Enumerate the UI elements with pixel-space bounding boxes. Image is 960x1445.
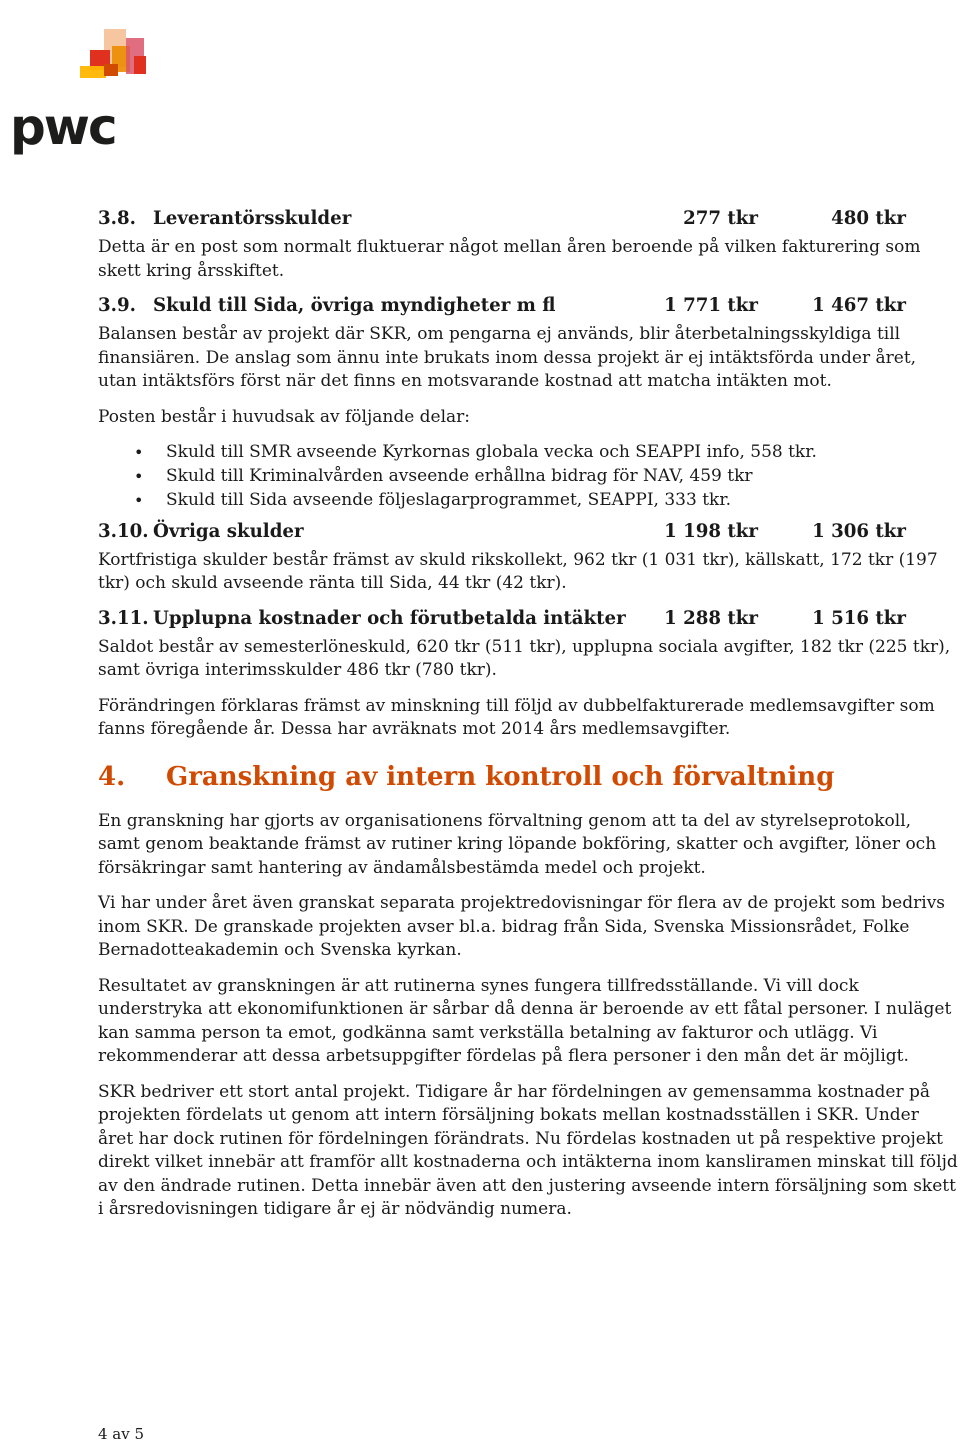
document-body <box>98 208 958 1234</box>
section-3-10-heading <box>98 521 958 549</box>
section-title: Övriga skulder <box>153 520 304 542</box>
section-3-9-heading <box>98 295 958 323</box>
chapter-4-heading <box>98 762 958 802</box>
paragraph: Förändringen förklaras främst av minskning till följd av dubbelfakturerade medlemsavgifter som fanns föregående år. Dessa har avräknats mot 2014 års medlemsavgifter. <box>98 695 935 739</box>
section-number: 3.8. <box>98 208 136 229</box>
paragraph: Kortfristiga skulder består främst av skuld rikskollekt, 962 tkr (1 031 tkr), källskatt, 172 tkr (197 tkr) och skuld avseende ränta till Sida, 44 tkr (42 tkr). <box>98 549 938 593</box>
section-title: Leverantörsskulder <box>153 208 352 229</box>
paragraph: Saldot består av semesterlöneskuld, 620 tkr (511 tkr), upplupna sociala avgifter, 182 tkr (225 tkr), samt övriga interimsskulder 486 tkr (780 tkr). <box>98 636 951 680</box>
value-previous-year: 480 tkr <box>831 208 906 229</box>
list-item: • Skuld till SMR avseende Kyrkornas globala vecka och SEAPPI info, 558 tkr. <box>98 441 958 465</box>
section-title: Skuld till Sida, övriga myndigheter m fl <box>153 295 556 316</box>
chapter-number: 4. <box>98 761 126 792</box>
paragraph: Detta är en post som normalt fluktuerar något mellan åren beroende på vilken fakturering som skett kring årsskiftet. <box>98 237 921 281</box>
section-number: 3.9. <box>98 295 136 316</box>
chapter-title: Granskning av intern kontroll och förvaltning <box>166 761 835 792</box>
value-previous-year: 1 306 tkr <box>812 520 906 542</box>
paragraph: Posten består i huvudsak av följande delar: <box>98 406 471 427</box>
paragraph: Resultatet av granskningen är att rutinerna synes fungera tillfredsställande. Vi vill dock understryka att ekonomifunktionen är sårbar då denna är beroende av ett fåtal personer. I nuläget kan samma person ta emot, godkänna samt verkställa betalning av fakturor och utlägg. Vi rekommenderar att dessa arbetsuppgifter fördelas på flera personer i den mån det är möjligt. <box>98 975 952 1066</box>
paragraph: Balansen består av projekt där SKR, om pengarna ej används, blir återbetalningsskyldiga till finansiären. De anslag som ännu inte brukats inom dessa projekt är ej intäktsförda under året, utan intäktsförs först när det finns en motsvarande kostnad att matcha intäkten mot. <box>98 324 917 391</box>
value-current-year: 1 288 tkr <box>664 607 758 629</box>
section-number: 3.10. <box>98 520 149 542</box>
section-title: Upplupna kostnader och förutbetalda intäkter <box>153 607 626 629</box>
pwc-wordmark: pwc <box>10 98 116 156</box>
value-current-year: 1 198 tkr <box>664 520 758 542</box>
paragraph: SKR bedriver ett stort antal projekt. Tidigare år har fördelningen av gemensamma kostnader på projekten fördelats ut genom att intern försäljning bokats mellan kostnadsställen i SKR. Under året har dock rutinen för fördelningen förändrats. Nu fördelas kostnaden ut på respektive projekt direkt vilket innebär att framför allt kostnaderna och intäkterna inom kansliramen minskat till följd av den ändrade rutinen. Detta innebär även att den justering avseende intern försäljning som skett i årsredovisningen tidigare år ej är nödvändig numera. <box>98 1081 958 1219</box>
section-3-8-heading <box>98 208 958 236</box>
paragraph: Vi har under året även granskat separata projektredovisningar för flera av de projekt som bedrivs inom SKR. De granskade projekten avser bl.a. bidrag från Sida, Svenska Missionsrådet, Folke Bernadotteakademin och Svenska kyrkan. <box>98 893 946 960</box>
value-previous-year: 1 467 tkr <box>812 295 906 316</box>
pwc-logo-mark-icon <box>8 26 158 106</box>
paragraph: En granskning har gjorts av organisationens förvaltning genom att ta del av styrelseprotokoll, samt genom beaktande främst av rutiner kring löpande bokföring, skatter och avgifter, löner och försäkringar samt hantering av ändamålsbestämda medel och projekt. <box>98 810 937 878</box>
list-item: • Skuld till Sida avseende följeslagarprogrammet, SEAPPI, 333 tkr. <box>98 489 958 513</box>
value-previous-year: 1 516 tkr <box>812 607 906 629</box>
page-number: 4 av 5 <box>98 1425 145 1443</box>
section-number: 3.11. <box>98 607 149 629</box>
pwc-logo <box>8 26 158 156</box>
value-current-year: 277 tkr <box>683 208 758 229</box>
list-item: • Skuld till Kriminalvården avseende erhållna bidrag för NAV, 459 tkr <box>98 465 958 489</box>
value-current-year: 1 771 tkr <box>664 295 758 316</box>
section-3-11-heading <box>98 608 958 636</box>
bullet-list <box>98 441 958 513</box>
